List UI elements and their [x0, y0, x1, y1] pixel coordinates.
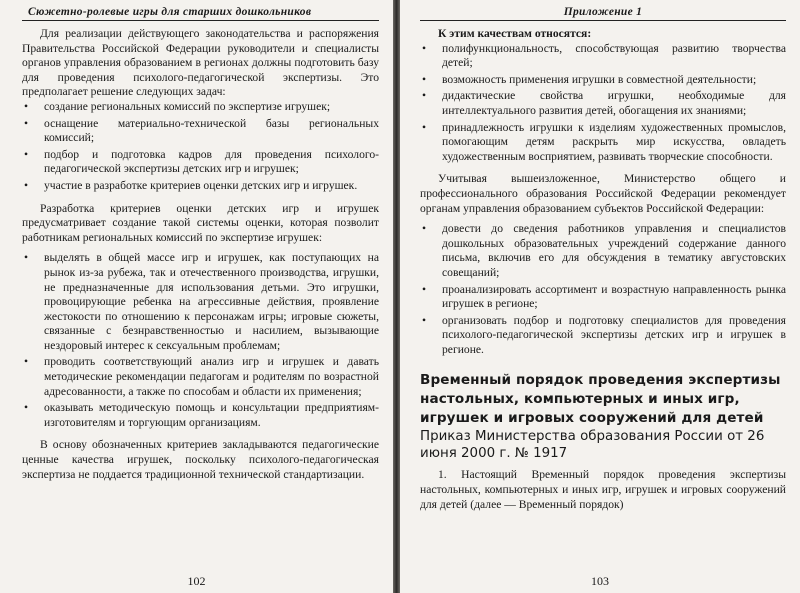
list-item: • дидактические свойства игрушки, необходимые для интеллектуального развития детей, обогащения их знаниями; — [422, 89, 786, 117]
recommendations-list — [420, 222, 786, 357]
bullet-icon: • — [422, 313, 427, 327]
bullet-icon: • — [24, 99, 29, 113]
bullet-icon: • — [422, 41, 427, 55]
qualities-lead: К этим качествам относятся: — [438, 27, 592, 40]
book-gutter — [393, 0, 400, 593]
bullet-icon: • — [24, 401, 29, 415]
bullet-icon: • — [24, 355, 29, 369]
bullet-icon: • — [422, 120, 427, 134]
section-subtitle: Приказ Министерства образования России от 26 июня 2000 г. № 1917 — [420, 429, 765, 462]
bullet-icon: • — [422, 72, 427, 86]
list-item: • выделять в общей массе игр и игрушек, как поступающих на рынок из-за рубежа, так и отечественного производства, игрушки, не предназначенные для использования детьми. Это игрушки, провоцирующие ребенка на агрессивные действия, проявление жестокости по отношению к персонажам игры; игровые сюжеты, связанные с безнравственностью и насилием, вызывающие нездоровый интерес к сексуальным проблемам; — [24, 251, 379, 352]
right-page — [400, 0, 800, 593]
list-item: • принадлежность игрушки к изделиям художественных промыслов, помогающим детям раскрыть мир искусства, овладеть художественным восприятием, развивать творческие способности. — [422, 120, 786, 163]
criteria-basis-paragraph: В основу обозначенных критериев закладываются педагогические ценные качества игрушек, поскольку психолого-педагогическая экспертиза не поддается традиционной технической стандартизации. — [22, 438, 379, 481]
list-item: • довести до сведения работников управления и специалистов дошкольных образовательных учреждений содержание данного письма, включив его для обсуждения в тематику августовских совещаний; — [422, 222, 786, 279]
tasks-list — [22, 100, 379, 194]
qualities-list — [420, 42, 786, 165]
bullet-icon: • — [24, 116, 29, 130]
list-item: • участие в разработке критериев оценки детских игр и игрушек. — [24, 178, 358, 192]
criteria-list — [22, 251, 379, 430]
bullet-icon: • — [422, 282, 427, 296]
bullet-icon: • — [422, 222, 427, 236]
criteria-intro-paragraph: Разработка критериев оценки детских игр и игрушек предусматривает создание такой системы оценки, которая позволит работникам региональных комиссий по экспертизе игрушек: — [22, 201, 379, 244]
list-item: • подбор и подготовка кадров для проведения психолого-педагогической экспертизы детских игр и игрушек; — [24, 147, 379, 176]
item-1-paragraph: 1. Настоящий Временный порядок проведения экспертизы настольных, компьютерных и иных игр, игрушек и игровых сооружений для детей (далее — Временный порядок) — [420, 468, 786, 511]
bullet-icon: • — [24, 251, 29, 265]
page-number-right: 103 — [591, 574, 609, 588]
bullet-icon: • — [422, 89, 427, 103]
left-page — [0, 0, 393, 593]
list-item: • возможность применения игрушки в совместной деятельности; — [422, 72, 757, 86]
section-title: Временный порядок проведения экспертизы настольных, компьютерных и иных игр, игрушек и игровых сооружений для детей — [420, 372, 781, 427]
bullet-icon: • — [24, 147, 29, 161]
list-item: • оснащение материально-технической базы региональных комиссий; — [24, 116, 379, 145]
running-head-right: Приложение 1 — [420, 6, 786, 21]
list-item: • полифункциональность, способствующая развитию творчества детей; — [422, 41, 786, 70]
page-number-left: 102 — [187, 574, 206, 588]
list-item: • проанализировать ассортимент и возрастную направленность рынка игрушек в регионе; — [422, 282, 786, 311]
list-item: • проводить соответствующий анализ игр и игрушек и давать методические рекомендации педагогам и родителям по возрастной адресованности, а также по способам и области их применения; — [24, 355, 379, 398]
bullet-icon: • — [24, 178, 29, 192]
list-item: • создание региональных комиссий по экспертизе игрушек; — [24, 99, 331, 113]
running-head-left: Сюжетно-ролевые игры для старших дошкольников — [22, 6, 379, 21]
list-item: • оказывать методическую помощь и консультации предприятиям-изготовителям и торгующим организациям. — [24, 401, 379, 429]
ministry-paragraph: Учитывая вышеизложенное, Министерство общего и профессионального образования Российской Федерации рекомендует органам управления образованием субъектов Российской Федерации: — [420, 172, 786, 215]
list-item: • организовать подбор и подготовку специалистов для проведения психолого-педагогической экспертизы детских игр и игрушек в регионе. — [422, 313, 786, 356]
intro-paragraph: Для реализации действующего законодательства и распоряжения Правительства Российской Федерации руководители и специалисты органов управления образованием в регионах должны подготовить базу для проведения психолого-педагогической экспертизы. Это предполагает решение следующих задач: — [22, 27, 379, 99]
